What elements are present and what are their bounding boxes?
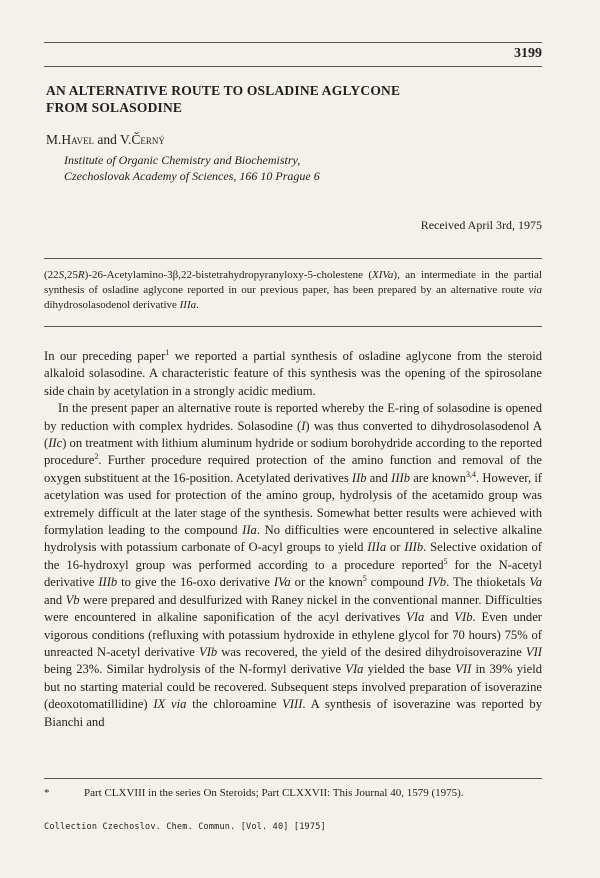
footnote [44,786,542,800]
authors-conjunction: and [93,132,120,147]
abstract-top-rule [44,258,542,259]
affiliation-line-2: Czechoslovak Academy of Sciences, 166 10 Prague 6 [64,169,320,183]
author-1-initial: M. [46,132,62,147]
paragraph-2: In the present paper an alternative route is reported whereby the E-ring of solasodine is opened by reduction with complex hydrides. Solasodine (I) was thus converted to dihydrosolasodenol A (IIc) on treatment with lithium aluminum hydride or sodium borohydride according to the reported procedure$^2$. Further procedure required protection of the amino function and removal of the oxygen substituent at the 16-position. Acetylated derivatives IIb and IIIb are known$^{3,4}$. However, if acetylation was used for protection of the amino group, hydrolysis of the acetamido group was extremely difficult at the later stage of the synthesis. Somewhat better results were achieved with formylation leading to the compound IIa. No difficulties were encountered in selective alkaline hydrolysis with potassium carbonate of O-acyl groups to yield IIIa or IIIb. Selective oxidation of the 16-hydroxyl group was performed according to a procedure reported$^5$ for the N-acetyl derivative IIIb to give the 16-oxo derivative IVa or the known$^5$ compound IVb. The thioketals Va and Vb were prepared and desulfurized with Raney nickel in the conventional manner. Difficulties were encountered in alkaline saponification of the acyl derivatives VIa and VIb. Even under vigorous conditions (refluxing with potassium hydroxide in ethylene glycol for 70 hours) 75% of unreacted N-acetyl derivative VIb was recovered, the yield of the desired dihydroisoverazine VII being 23%. Similar hydrolysis of the N-formyl derivative VIa yielded the base VII in 39% yield but no starting material could be recovered. Subsequent steps involved preparation of isoverazine (deoxotomatillidine) IX via the chloroamine VIII. A synthesis of isoverazine was reported by Bianchi and [44,401,543,729]
body-text [44,348,542,731]
header-rule [44,66,542,67]
footnote-text: Part CLXVIII in the series On Steroids; Part CLXXVII: This Journal 40, 1579 (1975). [84,787,464,799]
author-2-initial: V. [119,132,132,147]
paragraph-1: In our preceding paper$^1$ we reported a partial synthesis of osladine aglycone from the steroid alkaloid solasodine. A characteristic feature of this synthesis was the opening of the spirosolane side chain by acetylation in a strongly acidic medium. [44,347,542,398]
journal-citation: Collection Czechoslov. Chem. Commun. [Vol. 40] [1975] [44,822,326,832]
affiliation [64,152,504,184]
article-title [46,82,526,116]
author-1-surname: Havel [61,132,94,147]
affiliation-line-1: Institute of Organic Chemistry and Biochemistry, [64,153,301,167]
title-line-1: AN ALTERNATIVE ROUTE TO OSLADINE AGLYCONE [46,83,401,98]
authors [46,132,165,148]
author-2-surname: Černý [131,132,165,147]
abstract: (22S,25R)-26-Acetylamino-3β,22-bistetrahydropyranyloxy-5-cholestene (XIVa), an intermediate in the partial synthesis of osladine aglycone reported in our previous paper, has been prepared by an alternative route via dihydrosolasodenol derivative IIIa. [44,269,542,311]
title-line-2: FROM SOLASODINE [46,100,183,115]
abstract-bottom-rule [44,326,542,327]
received-date: Received April 3rd, 1975 [420,218,542,232]
footnote-rule [44,778,542,779]
top-rule [44,42,542,43]
footnote-marker: * [44,787,50,799]
page-number: 3199 [514,46,542,61]
